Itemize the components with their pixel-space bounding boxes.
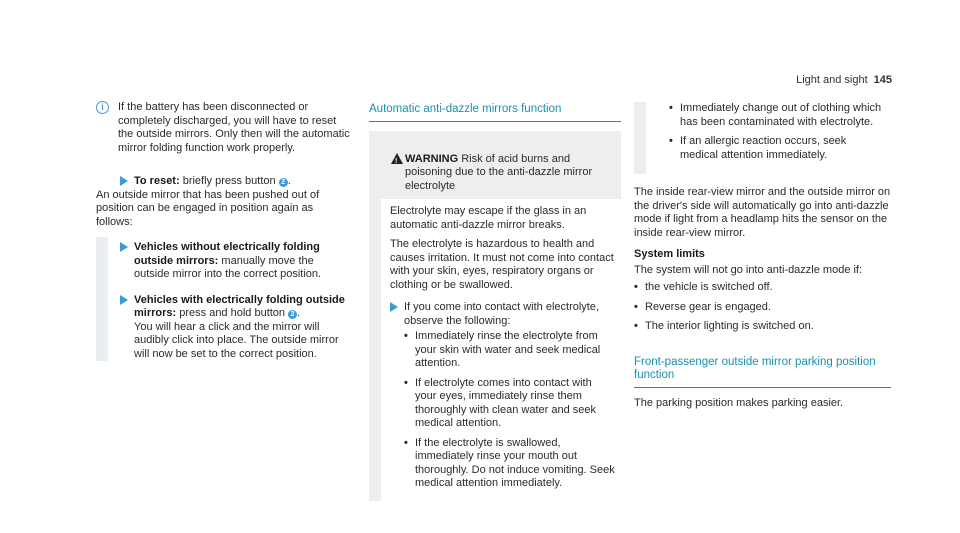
button-2-icon: 2 — [288, 310, 297, 319]
warning-para-1: Electrolyte may escape if the glass in an automatic anti-dazzle mirror breaks. — [390, 205, 587, 231]
with-label: Vehicles with electrically folding outside mirrors: — [134, 293, 345, 319]
section-title-anti-dazzle: Automatic anti-dazzle mirrors function — [369, 103, 621, 122]
section-name: Light and sight — [796, 74, 868, 86]
reset-text: briefly press button — [179, 175, 279, 187]
warning-head: Risk of acid burns and poisoning due to the anti-dazzle mirror electrolyte — [405, 152, 593, 192]
list-item: • Reverse gear is engaged. — [634, 301, 891, 315]
column-middle — [369, 103, 621, 501]
page-header — [796, 74, 892, 88]
info-note-text: If the battery has been disconnected or completely discharged, you will have to reset the outside mirrors. Only then will the automatic mirror folding function work properly. — [118, 101, 350, 154]
arrow-icon — [120, 176, 128, 186]
list-item: • Immediately rinse the electrolyte from your skin with water and seek medical attention. — [404, 330, 615, 371]
with-text: press and hold button — [176, 307, 289, 319]
arrow-icon — [390, 302, 398, 312]
column-right — [634, 102, 891, 418]
list-item: • If an allergic reaction occurs, seek medical attention immediately. — [669, 135, 885, 162]
warning-icon: ! — [391, 153, 403, 164]
list-item: • If electrolyte comes into contact with your eyes, immediately rinse them thoroughly with clean water and seek medical attention. — [404, 377, 615, 431]
page-number: 145 — [873, 74, 892, 86]
arrow-icon — [120, 242, 128, 252]
system-limits-title: System limits — [634, 248, 705, 260]
step-with: Vehicles with electrically folding outside mirrors: press and hold button 2 . You will hear a click and the mirror will audibly click into place. The outside mirror will now be set to the correct position. — [96, 294, 352, 362]
reset-steps — [96, 175, 352, 361]
warning-action — [390, 301, 615, 491]
list-item: • The interior lighting is switched on. — [634, 320, 891, 334]
reset-followup: An outside mirror that has been pushed out of position can be engaged in position again as follows: — [96, 188, 320, 228]
list-item: • the vehicle is switched off. — [634, 281, 891, 295]
warning-bullets — [404, 330, 615, 491]
list-item: • If the electrolyte is swallowed, immediately rinse your mouth out thoroughly. Do not induce vomiting. Seek medical attention immediately. — [404, 437, 615, 491]
info-note — [96, 101, 352, 155]
with-followup: You will hear a click and the mirror will audibly click into place. The outside mirror will now be set to the correct position. — [134, 320, 339, 360]
list-item: • Immediately change out of clothing which has been contaminated with electrolyte. — [669, 102, 885, 129]
step-without — [96, 241, 352, 282]
warning-para-2: The electrolyte is hazardous to health and causes irritation. It must not come into contact with your skin, eyes, respiratory organs or clothing or be swallowed. — [390, 238, 614, 291]
parking-text: The parking position makes parking easier. — [634, 396, 844, 409]
system-limits-list — [634, 281, 891, 334]
warning-action-text: If you come into contact with electrolyte, observe the following: — [404, 301, 600, 327]
system-limits-intro: The system will not go into anti-dazzle mode if: — [634, 263, 863, 276]
without-text: manually move the outside mirror into the correct position. — [134, 254, 322, 280]
anti-dazzle-description: The inside rear-view mirror and the outside mirror on the driver's side will automatically go into anti-dazzle mode if light from a headlamp hits the sensor on the inside rear-view mirror. — [634, 186, 891, 239]
without-label: Vehicles without electrically folding outside mirrors: — [134, 241, 320, 267]
warning-box — [369, 131, 621, 501]
reset-label: To reset: — [134, 175, 180, 187]
warning-continuation — [634, 102, 891, 174]
info-icon: i — [96, 101, 109, 114]
button-2-icon: 2 — [279, 178, 288, 187]
warning-label: WARNING — [405, 152, 459, 165]
section-title-parking: Front-passenger outside mirror parking position function — [634, 356, 891, 388]
arrow-icon — [120, 295, 128, 305]
step-reset: To reset: briefly press button 2 . An outside mirror that has been pushed out of position can be engaged in position again as follows: — [96, 175, 352, 229]
column-left — [96, 101, 352, 361]
